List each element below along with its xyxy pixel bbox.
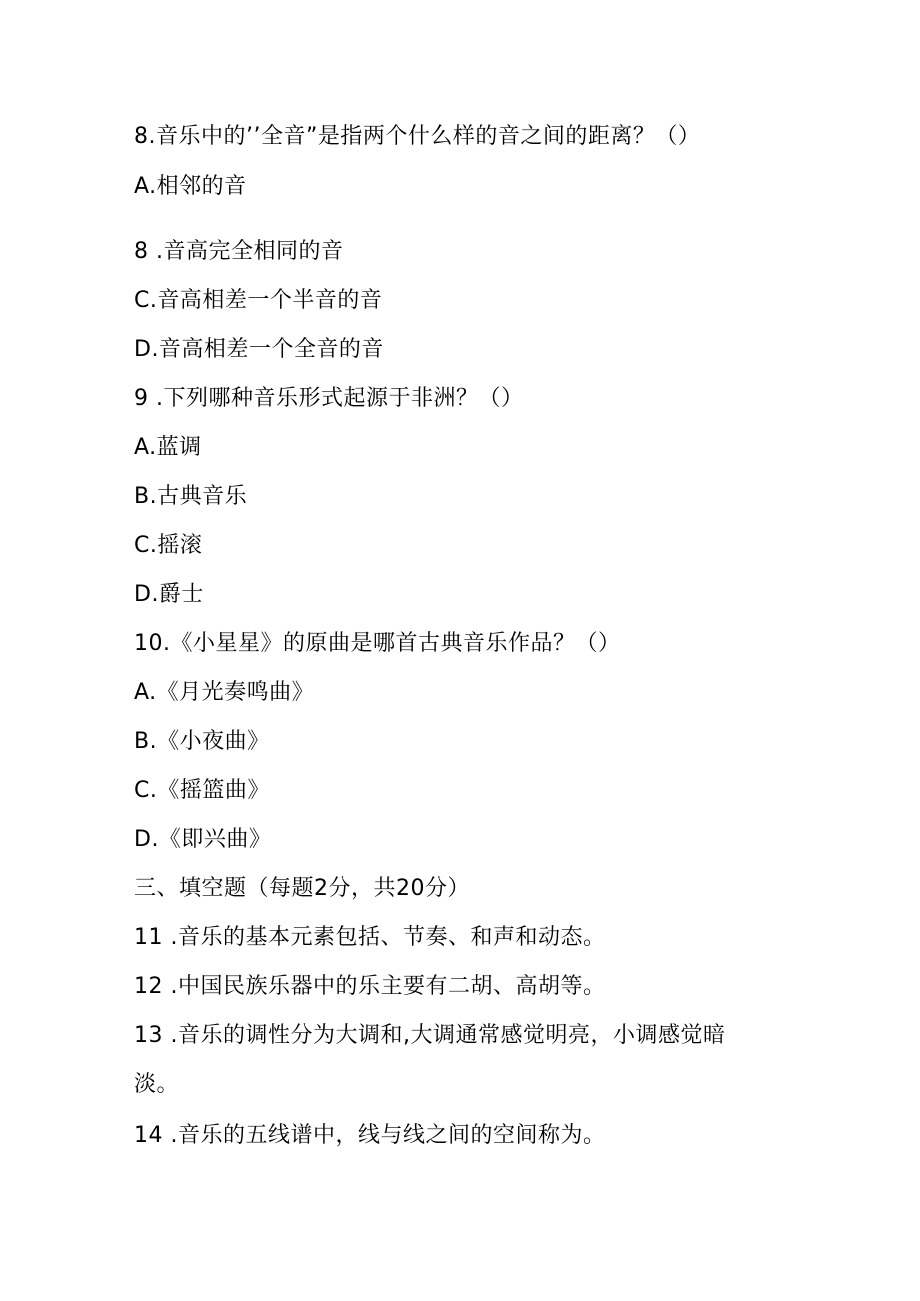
question-10-option-d: D.《即兴曲》 xyxy=(134,827,272,852)
question-12-text: 12 .中国民族乐器中的乐主要有二胡、高胡等。 xyxy=(134,974,606,999)
question-9-option-c: C.摇滚 xyxy=(134,533,203,558)
question-9-option-d: D.爵士 xyxy=(134,582,204,607)
question-8-option-d: D.音高相差一个全音的音 xyxy=(134,337,384,362)
question-11-text: 11 .音乐的基本元素包括、节奏、和声和动态。 xyxy=(134,925,606,950)
question-8-option-c: C.音高相差一个半音的音 xyxy=(134,288,383,313)
question-10-option-b: B.《小夜曲》 xyxy=(134,729,270,754)
question-9-text: 9 .下列哪种音乐形式起源于非洲？（） xyxy=(134,386,524,411)
question-8-option-a: A.相邻的音 xyxy=(134,174,247,199)
question-10-text: 10.《小星星》的原曲是哪首古典音乐作品？（） xyxy=(134,631,621,656)
question-10-option-a: A.《月光奏鸣曲》 xyxy=(134,680,315,705)
question-13-text: 13 .音乐的调性分为大调和,大调通常感觉明亮，小调感觉暗 xyxy=(134,1023,726,1048)
question-14-text: 14 .音乐的五线谱中，线与线之间的空间称为。 xyxy=(134,1123,606,1148)
question-13-text-continued: 淡。 xyxy=(134,1072,180,1097)
question-9-option-a: A.蓝调 xyxy=(134,435,202,460)
question-10-option-c: C.《摇篮曲》 xyxy=(134,778,270,803)
question-8-text: 8.音乐中的’’全音”是指两个什么样的音之间的距离？（） xyxy=(134,124,701,149)
section-heading-fill-in: 三、填空题（每题2分，共20分） xyxy=(134,876,470,901)
question-9-option-b: B.古典音乐 xyxy=(134,484,248,509)
question-8-option-b: 8 .音高完全相同的音 xyxy=(134,239,344,264)
